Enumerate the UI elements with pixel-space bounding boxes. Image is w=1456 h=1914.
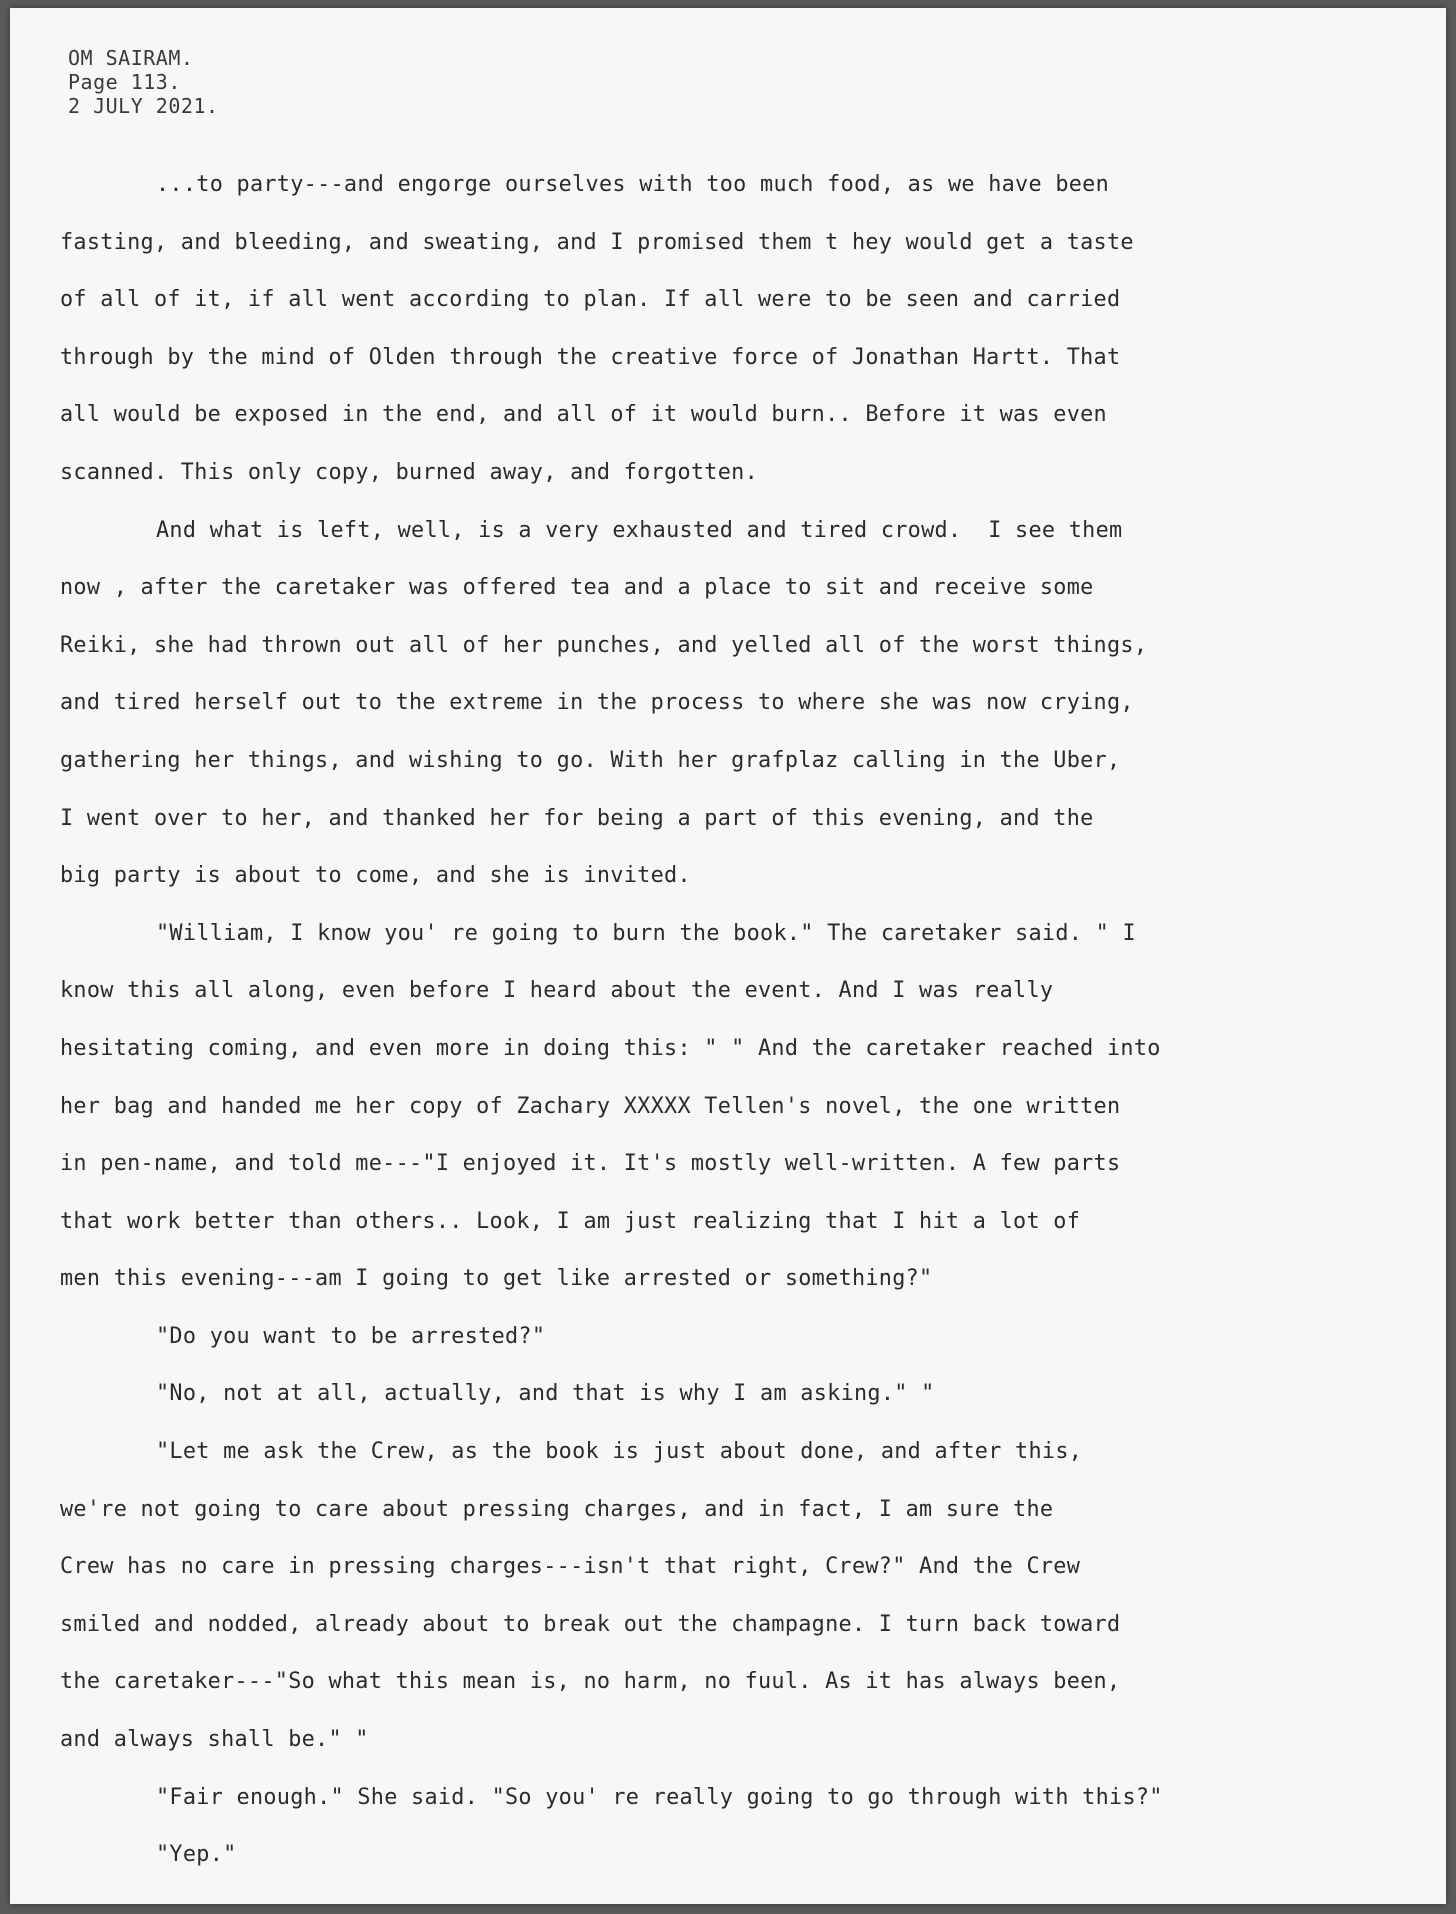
text-line: scanned. This only copy, burned away, and forgotten. [60, 459, 758, 485]
text-line: her bag and handed me her copy of Zachary XXXXX Tellen's novel, the one written [60, 1093, 1121, 1119]
text-line: all would be exposed in the end, and all of it would burn.. Before it was even [60, 402, 1107, 428]
text-line: "Yep." [156, 1842, 237, 1868]
text-line: the caretaker---"So what this mean is, no harm, no fuul. As it has always been, [60, 1669, 1121, 1695]
text-line: gathering her things, and wishing to go. With her grafplaz calling in the Uber, [60, 747, 1121, 773]
text-line: through by the mind of Olden through the creative force of Jonathan Hartt. That [60, 344, 1121, 370]
text-line: that work better than others.. Look, I am just realizing that I hit a lot of [60, 1208, 1081, 1234]
typewritten-page [10, 8, 1446, 1904]
text-line: smiled and nodded, already about to break out the champagne. I turn back toward [60, 1611, 1121, 1637]
header-date: 2 JULY 2021. [68, 94, 219, 118]
text-line: Crew has no care in pressing charges---isn't that right, Crew?" And the Crew [60, 1554, 1081, 1580]
text-line: men this evening---am I going to get like arrested or something?" [60, 1266, 933, 1292]
text-line: "No, not at all, actually, and that is why I am asking." " [156, 1381, 935, 1407]
text-line: of all of it, if all went according to plan. If all were to be seen and carried [60, 287, 1121, 313]
text-line: we're not going to care about pressing charges, and in fact, I am sure the [60, 1496, 1054, 1522]
text-line: "Let me ask the Crew, as the book is just about done, and after this, [156, 1439, 1083, 1465]
header-title: OM SAIRAM. [68, 46, 194, 70]
header-page-number: Page 113. [68, 70, 181, 94]
text-line: in pen-name, and told me---"I enjoyed it. It's mostly well-written. A few parts [60, 1151, 1121, 1177]
text-line: now , after the caretaker was offered tea and a place to sit and receive some [60, 575, 1094, 601]
text-line: Reiki, she had thrown out all of her punches, and yelled all of the worst things, [60, 632, 1148, 658]
text-line: I went over to her, and thanked her for being a part of this evening, and the [60, 805, 1094, 831]
text-line: "Fair enough." She said. "So you' re really going to go through with this?" [156, 1784, 1163, 1810]
text-line: big party is about to come, and she is invited. [60, 863, 691, 889]
text-line: and always shall be." " [60, 1727, 369, 1753]
text-line: "William, I know you' re going to burn the book." The caretaker said. " I [156, 920, 1136, 946]
text-line: and tired herself out to the extreme in the process to where she was now crying, [60, 690, 1134, 716]
text-line: "Do you want to be arrested?" [156, 1323, 546, 1349]
text-line: ...to party---and engorge ourselves with too much food, as we have been [156, 172, 1110, 197]
text-line: know this all along, even before I heard about the event. And I was really [60, 978, 1054, 1004]
text-line: fasting, and bleeding, and sweating, and I promised them t hey would get a taste [60, 229, 1134, 255]
text-line: And what is left, well, is a very exhausted and tired crowd. I see them [156, 517, 1123, 543]
text-line: hesitating coming, and even more in doing this: " " And the caretaker reached into [60, 1035, 1161, 1061]
page-header [68, 46, 219, 118]
body-text [60, 156, 1440, 1884]
